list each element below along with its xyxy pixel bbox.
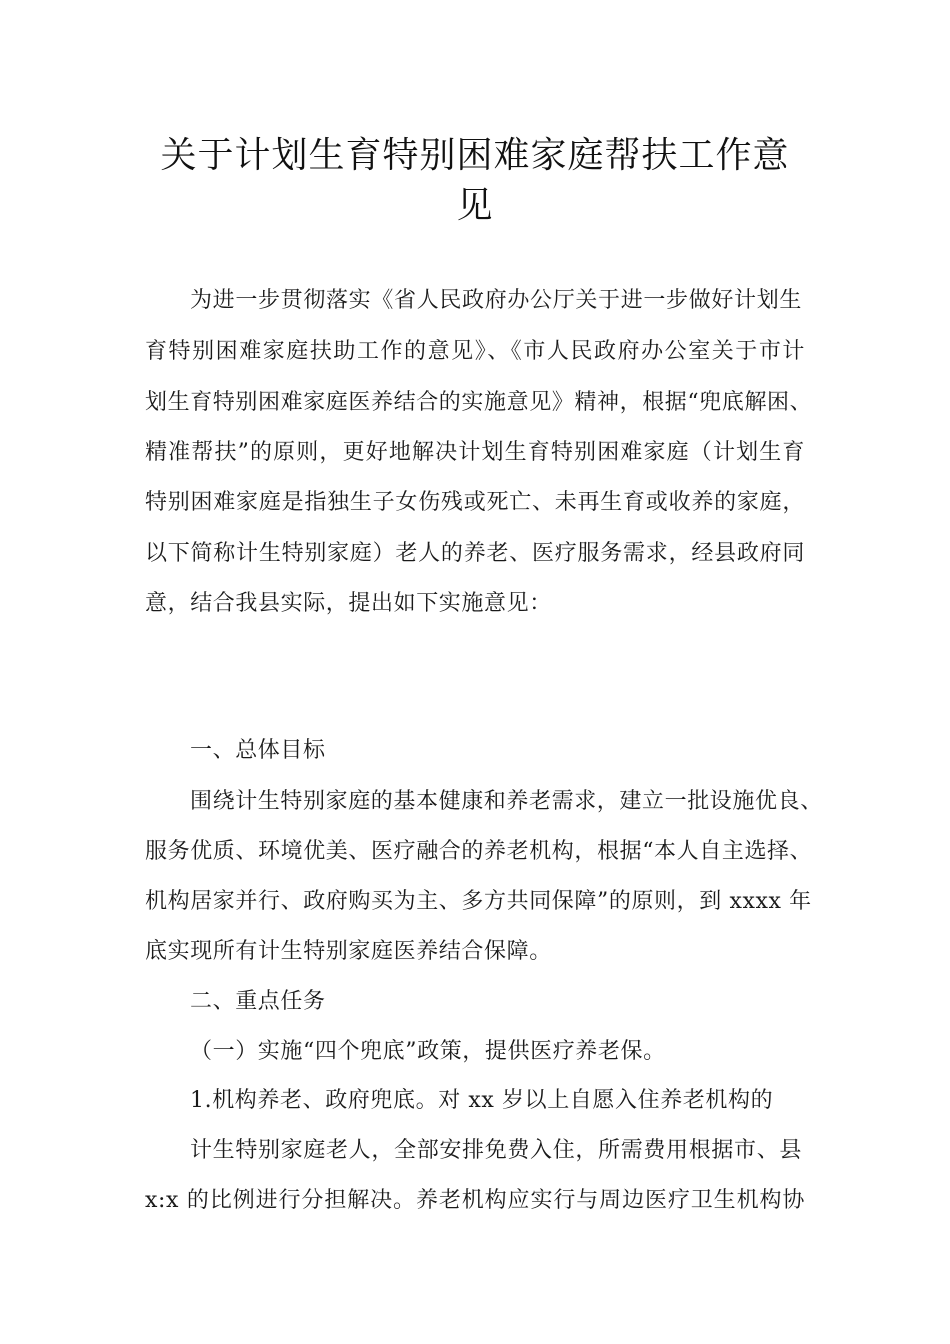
intro-line-4: 精准帮扶”的原则，更好地解决计划生育特别困难家庭（计划生育 [145,440,805,465]
section-1-line-1: 围绕计生特别家庭的基本健康和养老需求，建立一批设施优良、 [190,789,823,814]
intro-line-6: 以下简称计生特别家庭）老人的养老、医疗服务需求，经县政府同 [145,541,805,566]
intro-line-1: 为进一步贯彻落实《省人民政府办公厅关于进一步做好计划生 [190,288,802,313]
intro-line-7: 意，结合我县实际，提出如下实施意见： [145,591,552,616]
subsection-1-heading: （一）实施“四个兜底”政策，提供医疗养老保。 [190,1039,666,1064]
document-title-line-1: 关于计划生育特别困难家庭帮扶工作意 [160,135,790,176]
item-1-line-2: 计生特别家庭老人，全部安排免费入住，所需费用根据市、县 [190,1138,802,1163]
section-1-heading: 一、总体目标 [190,738,326,763]
intro-line-5: 特别困难家庭是指独生子女伤残或死亡、未再生育或收养的家庭， [145,490,805,515]
section-1-line-4: 底实现所有计生特别家庭医养结合保障。 [145,939,552,964]
item-1-line-3: x:x 的比例进行分担解决。养老机构应实行与周边医疗卫生机构协 [145,1188,805,1213]
document-title-line-2: 见 [456,185,494,226]
section-1-line-3: 机构居家并行、政府购买为主、多方共同保障”的原则，到 xxxx 年 [145,889,812,914]
intro-line-3: 划生育特别困难家庭医养结合的实施意见》精神，根据“兜底解困、 [145,390,813,415]
section-1-line-2: 服务优质、环境优美、医疗融合的养老机构，根据“本人自主选择、 [145,839,813,864]
item-1-line-1: 1.机构养老、政府兜底。对 xx 岁以上自愿入住养老机构的 [190,1088,774,1113]
section-2-heading: 二、重点任务 [190,989,326,1014]
intro-line-2: 育特别困难家庭扶助工作的意见》、《市人民政府办公室关于市计 [145,339,805,364]
